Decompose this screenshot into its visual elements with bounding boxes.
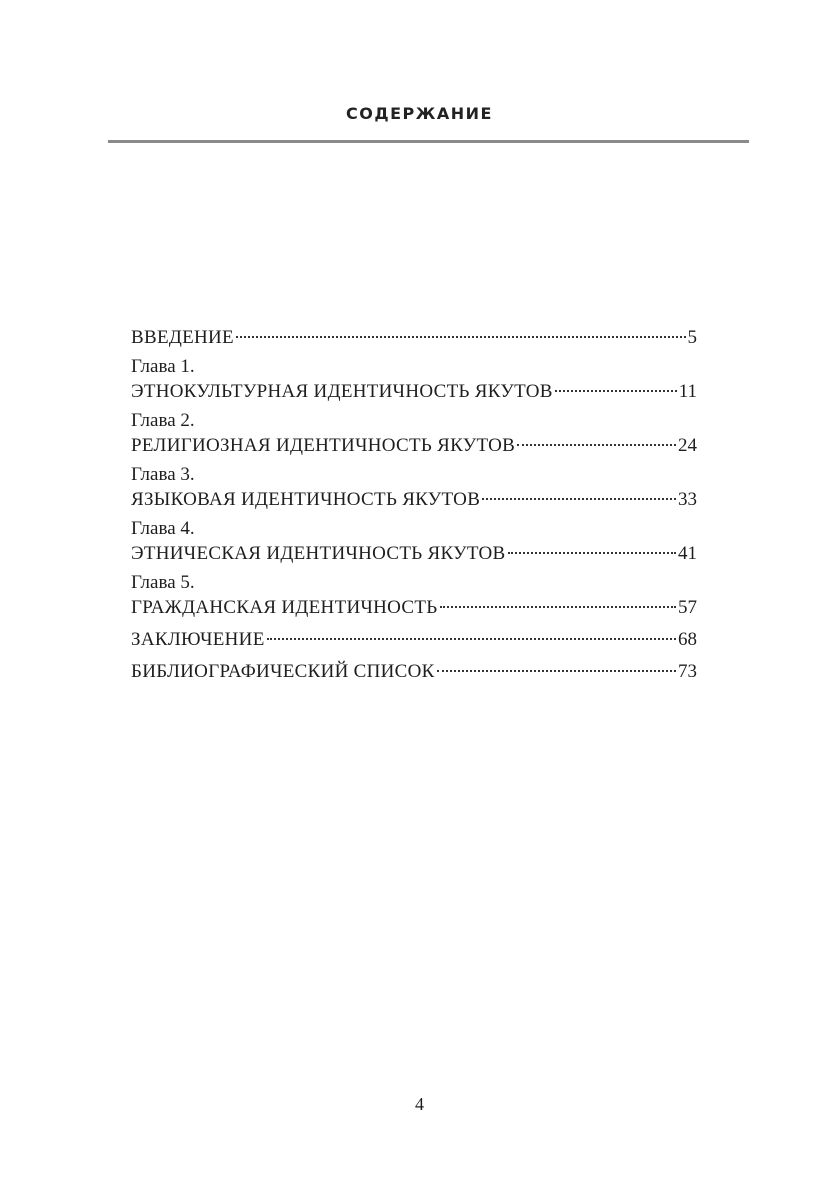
- toc-entry[interactable]: [131, 324, 697, 351]
- toc-line: [131, 594, 697, 621]
- toc-entry[interactable]: [131, 464, 697, 513]
- toc-page-number: 5: [687, 327, 697, 348]
- toc-entry[interactable]: [131, 518, 697, 567]
- toc-line: [131, 540, 697, 567]
- dot-leader: [555, 390, 677, 392]
- page-title: СОДЕРЖАНИЕ: [346, 104, 493, 123]
- toc-page-number: 33: [678, 489, 697, 510]
- toc-entry[interactable]: [131, 658, 697, 685]
- dot-leader: [437, 670, 676, 672]
- toc-line: [131, 486, 697, 513]
- dot-leader: [267, 638, 676, 640]
- dot-leader: [440, 606, 676, 608]
- heading-divider: [108, 140, 749, 143]
- toc-title[interactable]: ЭТНИЧЕСКАЯ ИДЕНТИЧНОСТЬ ЯКУТОВ: [131, 543, 506, 564]
- toc-page-number: 11: [678, 381, 697, 402]
- toc-entry[interactable]: [131, 410, 697, 459]
- toc-title[interactable]: ЭТНОКУЛЬТУРНАЯ ИДЕНТИЧНОСТЬ ЯКУТОВ: [131, 381, 553, 402]
- dot-leader: [482, 498, 676, 500]
- dot-leader: [236, 336, 686, 338]
- dot-leader: [517, 444, 676, 446]
- toc-page-number: 57: [678, 597, 697, 618]
- toc-line: [131, 432, 697, 459]
- toc-title[interactable]: ВВЕДЕНИЕ: [131, 327, 234, 348]
- toc-title[interactable]: ЗАКЛЮЧЕНИЕ: [131, 629, 265, 650]
- chapter-label: Глава 4.: [131, 518, 195, 539]
- toc-entry[interactable]: [131, 626, 697, 653]
- toc-line: [131, 324, 697, 351]
- toc-line: [131, 378, 697, 405]
- toc-entry[interactable]: [131, 572, 697, 621]
- toc-line: [131, 626, 697, 653]
- chapter-label: Глава 2.: [131, 410, 195, 431]
- toc-title[interactable]: БИБЛИОГРАФИЧЕСКИЙ СПИСОК: [131, 661, 435, 682]
- toc-entry[interactable]: [131, 356, 697, 405]
- toc-title[interactable]: ЯЗЫКОВАЯ ИДЕНТИЧНОСТЬ ЯКУТОВ: [131, 489, 481, 510]
- page-number: 4: [415, 1094, 424, 1114]
- toc-title[interactable]: ГРАЖДАНСКАЯ ИДЕНТИЧНОСТЬ: [131, 597, 438, 618]
- toc-line: [131, 658, 697, 685]
- table-of-contents: [131, 324, 697, 690]
- chapter-label: Глава 5.: [131, 572, 195, 593]
- toc-page-number: 41: [678, 543, 697, 564]
- toc-page-number: 24: [678, 435, 697, 456]
- toc-page-number: 68: [678, 629, 697, 650]
- toc-title[interactable]: РЕЛИГИОЗНАЯ ИДЕНТИЧНОСТЬ ЯКУТОВ: [131, 435, 516, 456]
- toc-page-number: 73: [678, 661, 697, 682]
- dot-leader: [508, 552, 677, 554]
- chapter-label: Глава 3.: [131, 464, 195, 485]
- chapter-label: Глава 1.: [131, 356, 195, 377]
